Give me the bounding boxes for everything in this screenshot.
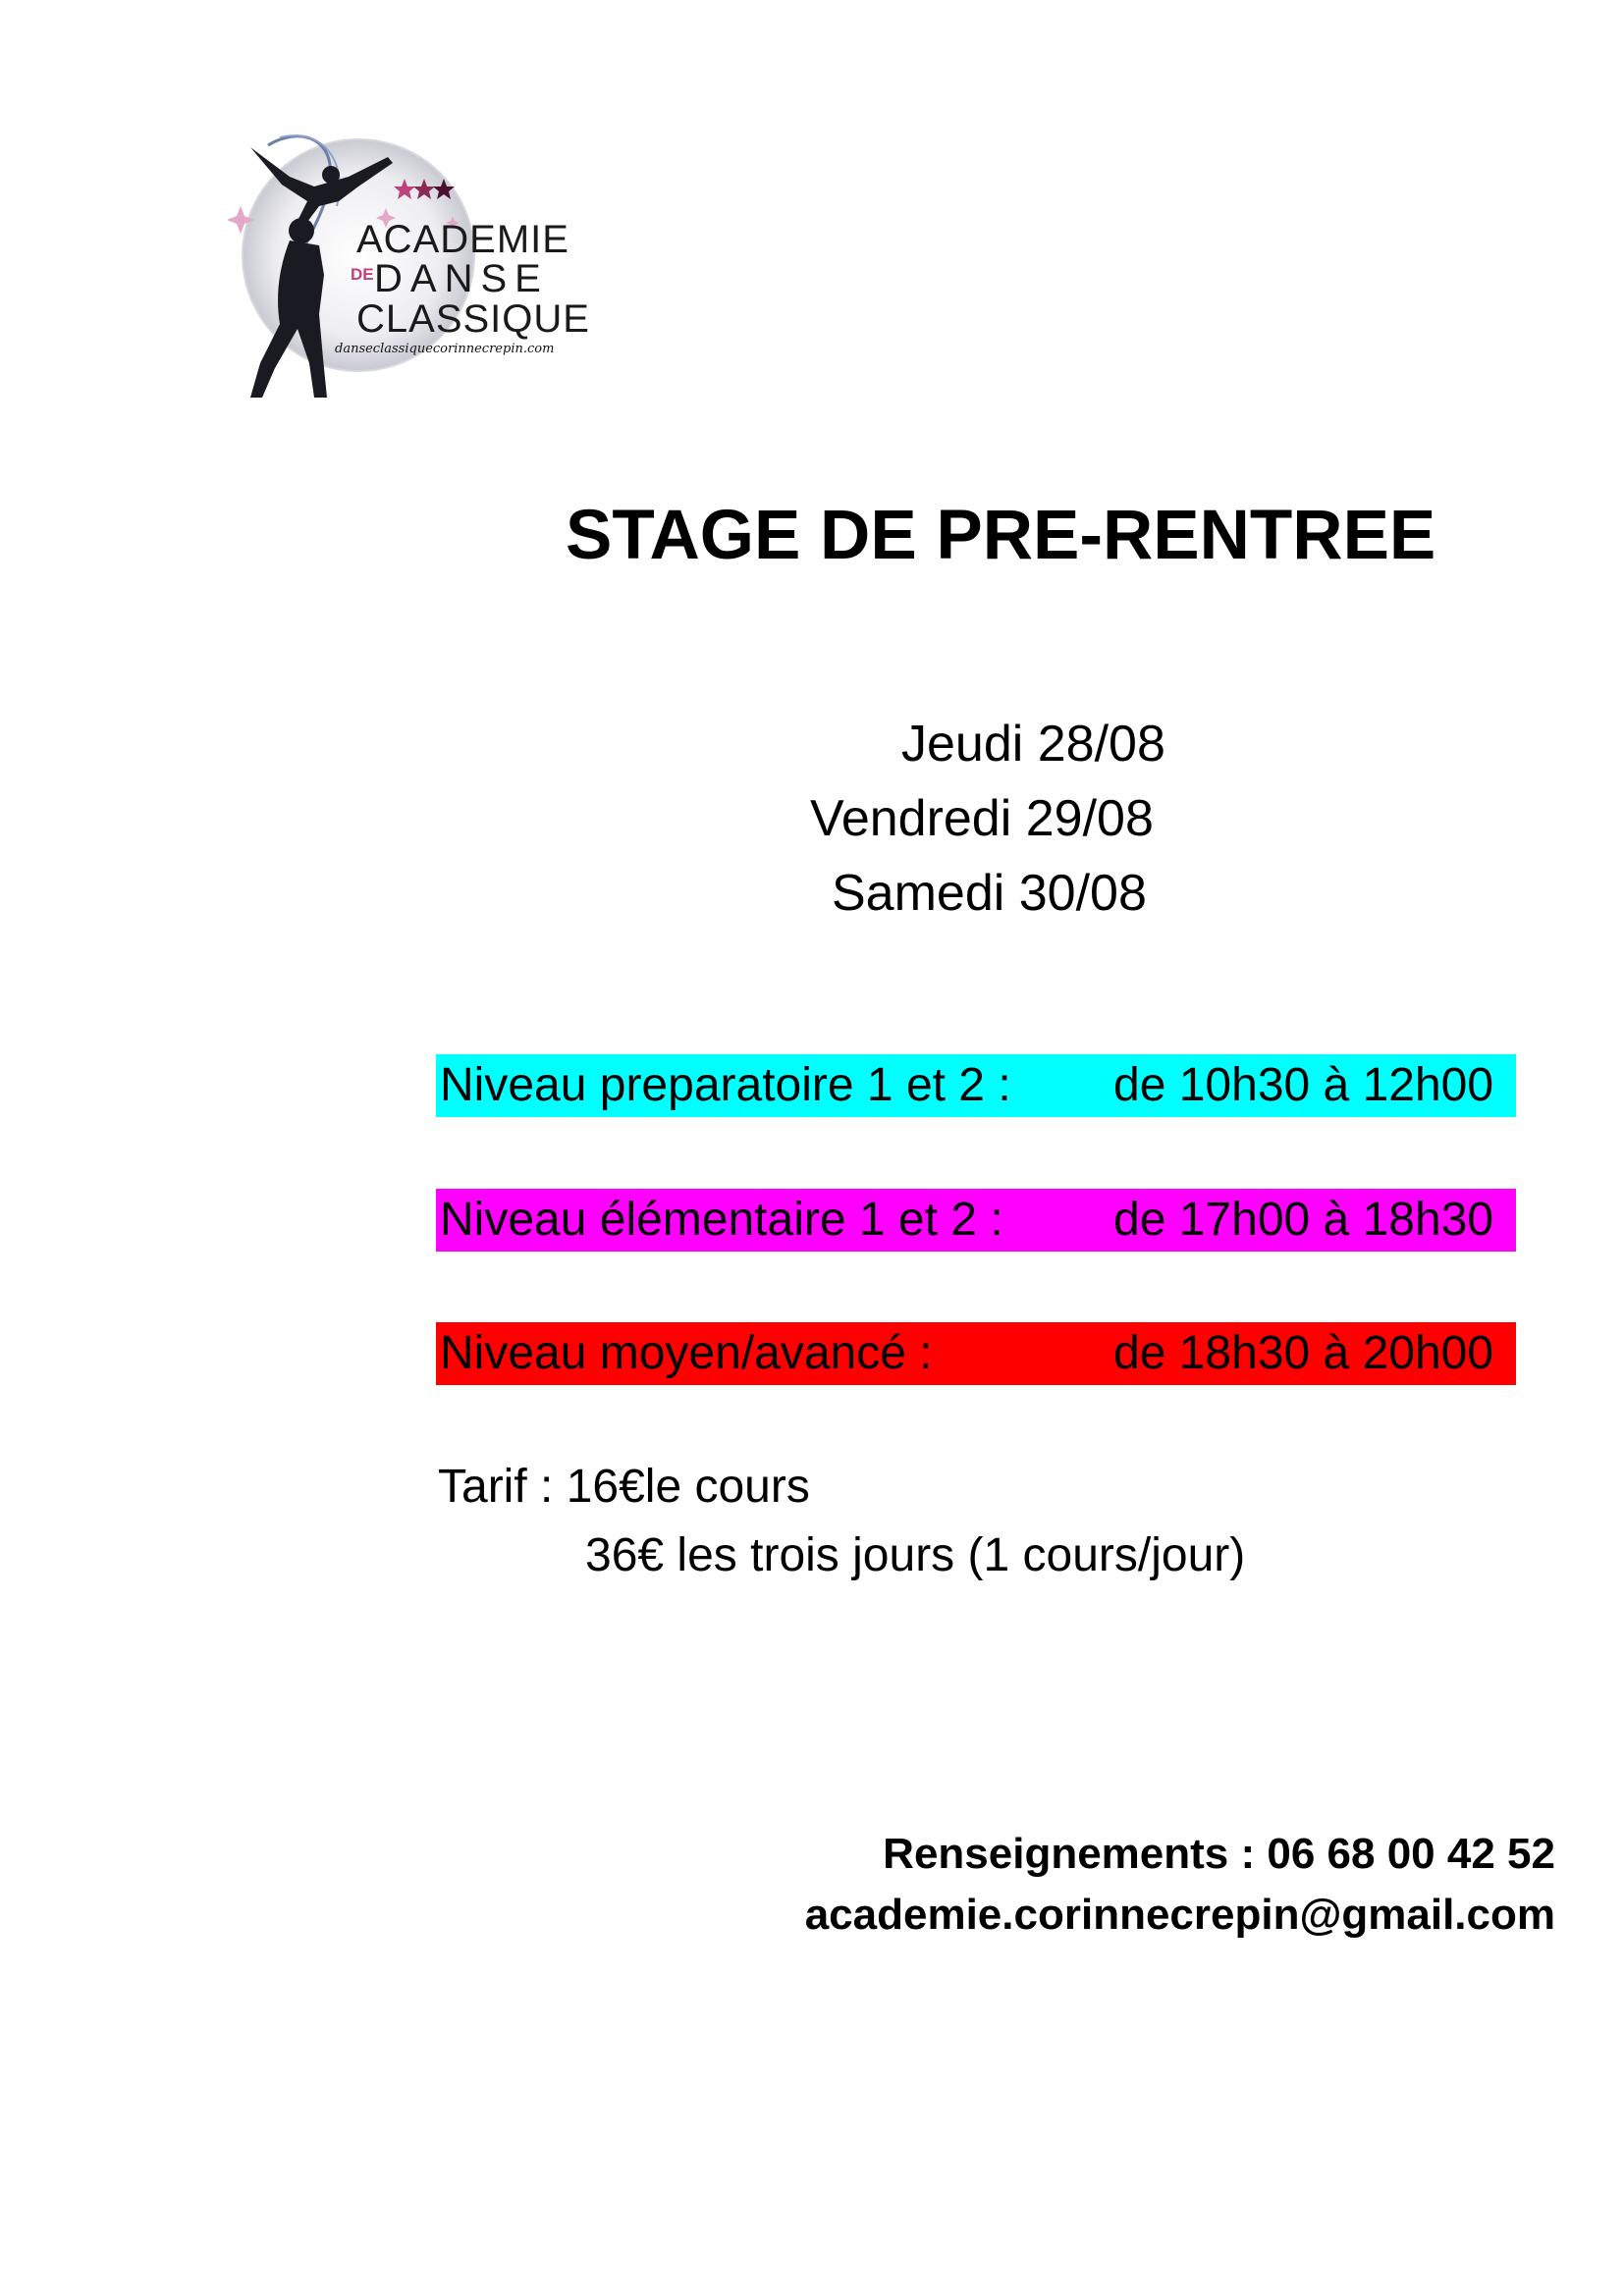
- pricing-block: [438, 1453, 1245, 1590]
- academy-logo: [221, 118, 614, 412]
- level-name: Niveau élémentaire 1 et 2 :: [440, 1194, 1003, 1246]
- contact-block: [805, 1824, 1555, 1946]
- level-time: de 18h30 à 20h00: [1113, 1327, 1494, 1379]
- level-name: Niveau preparatoire 1 et 2 :: [440, 1059, 1011, 1111]
- logo-de-text: DE: [351, 265, 374, 284]
- level-preparatoire-row: [436, 1054, 1516, 1117]
- logo-danse-text: DANSE: [374, 257, 549, 300]
- level-moyen-avance-row: [436, 1322, 1516, 1385]
- contact-email: academie.corinnecrepin@gmail.com: [804, 1891, 1555, 1939]
- level-name: Niveau moyen/avancé :: [440, 1327, 933, 1379]
- dates-list: [707, 707, 1257, 931]
- date-friday: Vendredi 29/08: [810, 790, 1154, 847]
- level-time: de 17h00 à 18h30: [1113, 1194, 1494, 1246]
- date-thursday: Jeudi 28/08: [901, 716, 1165, 773]
- page-title: STAGE DE PRE-RENTREE: [566, 497, 1436, 574]
- level-time: de 10h30 à 12h00: [1113, 1059, 1494, 1111]
- date-saturday: Samedi 30/08: [832, 865, 1147, 922]
- logo-classique-text: CLASSIQUE: [356, 297, 590, 341]
- logo-academie-text: ACADEMIE: [356, 218, 569, 261]
- contact-phone: Renseignements : 06 68 00 42 52: [883, 1830, 1555, 1878]
- pricing-single-class: Tarif : 16€le cours: [438, 1461, 810, 1513]
- pricing-three-days: 36€ les trois jours (1 cours/jour): [585, 1529, 1246, 1581]
- logo-website-text: danseclassiquecorinnecrepin.com: [335, 342, 555, 356]
- level-elementaire-row: [436, 1189, 1516, 1252]
